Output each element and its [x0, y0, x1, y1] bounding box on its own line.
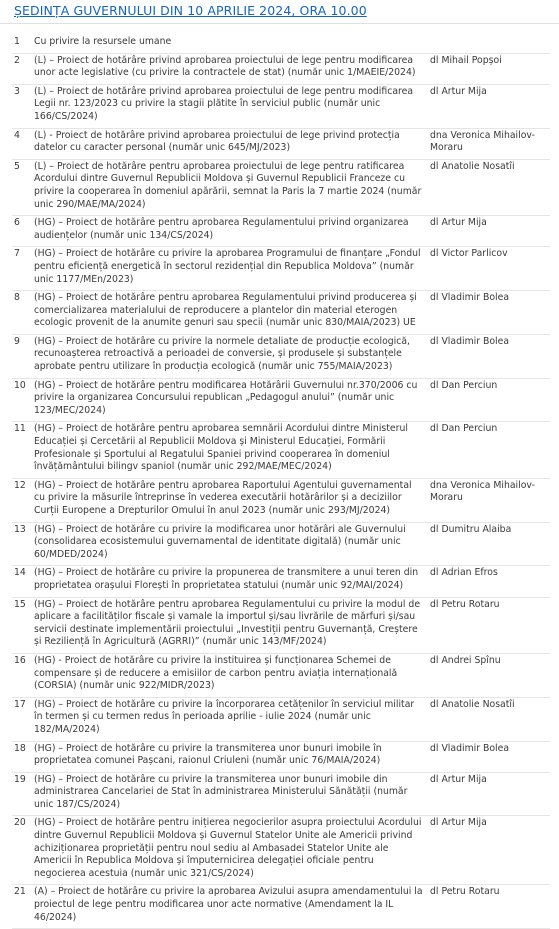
item-number: 2: [12, 53, 34, 84]
item-text: (L) – Proiect de hotărâre privind aprobarea proiectului de lege pentru modificarea Legii nr. 123/2023 cu privire la stagii plătite în serviciul public (număr unic 166/CS/2024): [34, 84, 430, 128]
item-responsible: dl Artur Mija: [430, 84, 550, 128]
item-number: 6: [12, 216, 34, 247]
item-text: (L) – Proiect de hotărâre privind aprobarea proiectului de lege pentru modificarea unor acte legislative (cu privire la contractele de stat) (număr unic 1/MAEIE/2024): [34, 53, 430, 84]
agenda-row: [12, 653, 550, 697]
agenda-row: [12, 291, 550, 335]
item-text: (HG) – Proiect de hotărâre pentru aprobarea Regulamentului privind organizarea audiențelor (număr unic 134/CS/2024): [34, 216, 430, 247]
item-responsible: dl Mihail Popșoi: [430, 53, 550, 84]
item-number: 16: [12, 653, 34, 697]
item-number: 15: [12, 597, 34, 653]
item-number: 14: [12, 566, 34, 597]
item-responsible: dl Dan Perciun: [430, 422, 550, 478]
agenda-row: [12, 478, 550, 522]
item-number: 7: [12, 247, 34, 291]
agenda-row: [12, 378, 550, 422]
item-number: 17: [12, 697, 34, 741]
item-text: (A) – Proiect de hotărâre cu privire la aprobarea Avizului asupra amendamentului la proiectul de lege pentru modificarea unor acte normative (Amendament la IL 46/2024): [34, 885, 430, 929]
agenda-row: [12, 334, 550, 378]
item-responsible: dna Veronica Mihailov-Moraru: [430, 128, 550, 159]
item-text: (HG) – Proiect de hotărâre cu privire la modificarea unor hotărâri ale Guvernului (consolidarea ecosistemului guvernamental de identitate digitală) (număr unic 60/MDED/2024): [34, 522, 430, 566]
item-responsible: dl Anatolie Nosatîi: [430, 159, 550, 215]
item-responsible: [430, 35, 550, 53]
agenda-row: [12, 422, 550, 478]
item-responsible: dl Dan Perciun: [430, 378, 550, 422]
item-responsible: dna Veronica Mihailov-Moraru: [430, 478, 550, 522]
item-text: Cu privire la resursele umane: [34, 35, 430, 53]
item-responsible: dl Petru Rotaru: [430, 885, 550, 929]
item-responsible: dl Andrei Spînu: [430, 653, 550, 697]
item-number: 12: [12, 478, 34, 522]
agenda-row: [12, 772, 550, 816]
title-divider: [0, 23, 559, 24]
item-number: 21: [12, 885, 34, 929]
agenda-row: [12, 159, 550, 215]
item-text: (HG) – Proiect de hotărâre pentru aprobarea Regulamentului privind producerea și comercializarea materialului de reproducere a plantelor din material eterogen ecologic provenit de la anumite genuri sau specii (număr unic 830/MAIA/2023) UE: [34, 291, 430, 335]
item-number: 5: [12, 159, 34, 215]
item-text: (HG) – Proiect de hotărâre pentru aprobarea Raportului Agentului guvernamental cu privire la măsurile întreprinse în vederea executării hotărârilor și a deciziilor Curții Europene a Drepturilor Omului în anul 2023 (număr unic 293/MJ/2024): [34, 478, 430, 522]
agenda-row: [12, 216, 550, 247]
agenda-row: [12, 35, 550, 53]
agenda-body: [12, 35, 550, 929]
item-text: (HG) – Proiect de hotărâre cu privire la transmiterea unor bunuri imobile din administrarea Cancelariei de Stat în administrarea Ministerului Sănătății (număr unic 187/CS/2024): [34, 772, 430, 816]
item-number: 9: [12, 334, 34, 378]
item-text: (HG) – Proiect de hotărâre pentru aprobarea semnării Acordului dintre Ministerul Educației și Cercetării al Republicii Moldova și Ministerul Educației, Formării Profesionale și Sportului al Regatului Spaniei privind cooperarea în domeniul învățământului bilingv spaniol (număr unic 292/MAE/MEC/2024): [34, 422, 430, 478]
item-text: (HG) – Proiect de hotărâre pentru inițierea negocierilor asupra proiectului Acordului dintre Guvernul Republicii Moldova și Guvernul Statelor Unite ale Americii privind achiziționarea proprietății pentru noul sediu al Ambasadei Statelor Unite ale Americii în Republica Moldova și împuternicirea delegației oficiale pentru negocierea acestuia (număr unic 321/CS/2024): [34, 816, 430, 885]
agenda-row: [12, 697, 550, 741]
item-responsible: dl Dumitru Alaiba: [430, 522, 550, 566]
item-responsible: dl Petru Rotaru: [430, 597, 550, 653]
item-number: 10: [12, 378, 34, 422]
item-text: (HG) – Proiect de hotărâre cu privire la transmiterea unor bunuri imobile în proprietatea comunei Pașcani, raionul Criuleni (număr unic 76/MAIA/2024): [34, 741, 430, 772]
item-responsible: dl Artur Mija: [430, 216, 550, 247]
item-responsible: dl Vladimir Bolea: [430, 741, 550, 772]
item-text: (HG) – Proiect de hotărâre pentru modificarea Hotărârii Guvernului nr.370/2006 cu privire la organizarea Concursului republican „Pedagogul anului” (număr unic 123/MEC/2024): [34, 378, 430, 422]
item-responsible: dl Vladimir Bolea: [430, 291, 550, 335]
item-number: 3: [12, 84, 34, 128]
item-text: (L) – Proiect de hotărâre pentru aprobarea proiectului de lege pentru ratificarea Acordului dintre Guvernul Republicii Moldova și Guvernul Republicii Franceze cu privire la cooperarea în domeniul apărării, semnat la Paris la 7 martie 2024 (număr unic 290/MAE/MA/2024): [34, 159, 430, 215]
item-number: 20: [12, 816, 34, 885]
item-number: 1: [12, 35, 34, 53]
agenda-table: [12, 35, 550, 929]
item-responsible: dl Artur Mija: [430, 816, 550, 885]
item-responsible: dl Anatolie Nosatîi: [430, 697, 550, 741]
agenda-row: [12, 84, 550, 128]
item-text: (HG) – Proiect de hotărâre pentru aprobarea Regulamentului cu privire la modul de aplicare a facilităților fiscale și vamale la importul și/sau livrările de mărfuri și/sau servicii destinate implementării proiectului „Investiții pentru Guvernanță, Creștere și Reziliență în Agricultură (AGRRI)” (număr unic 143/MF/2024): [34, 597, 430, 653]
item-number: 11: [12, 422, 34, 478]
item-text: (L) - Proiect de hotărâre privind aprobarea proiectului de lege privind protecția datelor cu caracter personal (număr unic 645/MJ/2023): [34, 128, 430, 159]
item-responsible: dl Adrian Efros: [430, 566, 550, 597]
agenda-row: [12, 597, 550, 653]
agenda-row: [12, 885, 550, 929]
item-text: (HG) – Proiect de hotărâre cu privire la încorporarea cetățenilor în serviciul militar în termen și cu termen redus în perioada aprilie - iulie 2024 (număr unic 182/MA/2024): [34, 697, 430, 741]
agenda-row: [12, 247, 550, 291]
item-text: (HG) – Proiect de hotărâre cu privire la normele detaliate de producție ecologică, recunoașterea retroactivă a perioadei de conversie, și produsele și substanțele aprobate pentru utilizare în producția ecologică (număr unic 755/MAIA/2023): [34, 334, 430, 378]
agenda-row: [12, 128, 550, 159]
item-number: 18: [12, 741, 34, 772]
item-number: 8: [12, 291, 34, 335]
agenda-row: [12, 522, 550, 566]
item-text: (HG) – Proiect de hotărâre cu privire la aprobarea Programului de finanțare „Fondul pentru eficiență energetică în sectorul rezidențial din Republica Moldova” (număr unic 1177/MEn/2023): [34, 247, 430, 291]
agenda-row: [12, 53, 550, 84]
item-number: 19: [12, 772, 34, 816]
agenda-row: [12, 741, 550, 772]
item-responsible: dl Vladimir Bolea: [430, 334, 550, 378]
item-text: (HG) – Proiect de hotărâre cu privire la propunerea de transmitere a unui teren din proprietatea orașului Florești în proprietatea statului (număr unic 92/MAI/2024): [34, 566, 430, 597]
item-responsible: dl Victor Parlicov: [430, 247, 550, 291]
meeting-title-link[interactable]: ȘEDINȚA GUVERNULUI DIN 10 APRILIE 2024, ORA 10.00: [14, 3, 367, 18]
agenda-row: [12, 816, 550, 885]
item-number: 4: [12, 128, 34, 159]
item-number: 13: [12, 522, 34, 566]
item-text: (HG) - Proiect de hotărâre cu privire la instituirea și funcționarea Schemei de compensare și de reducere a emisiilor de carbon pentru aviația internațională (CORSIA) (număr unic 922/MIDR/2023): [34, 653, 430, 697]
agenda-row: [12, 566, 550, 597]
item-responsible: dl Artur Mija: [430, 772, 550, 816]
